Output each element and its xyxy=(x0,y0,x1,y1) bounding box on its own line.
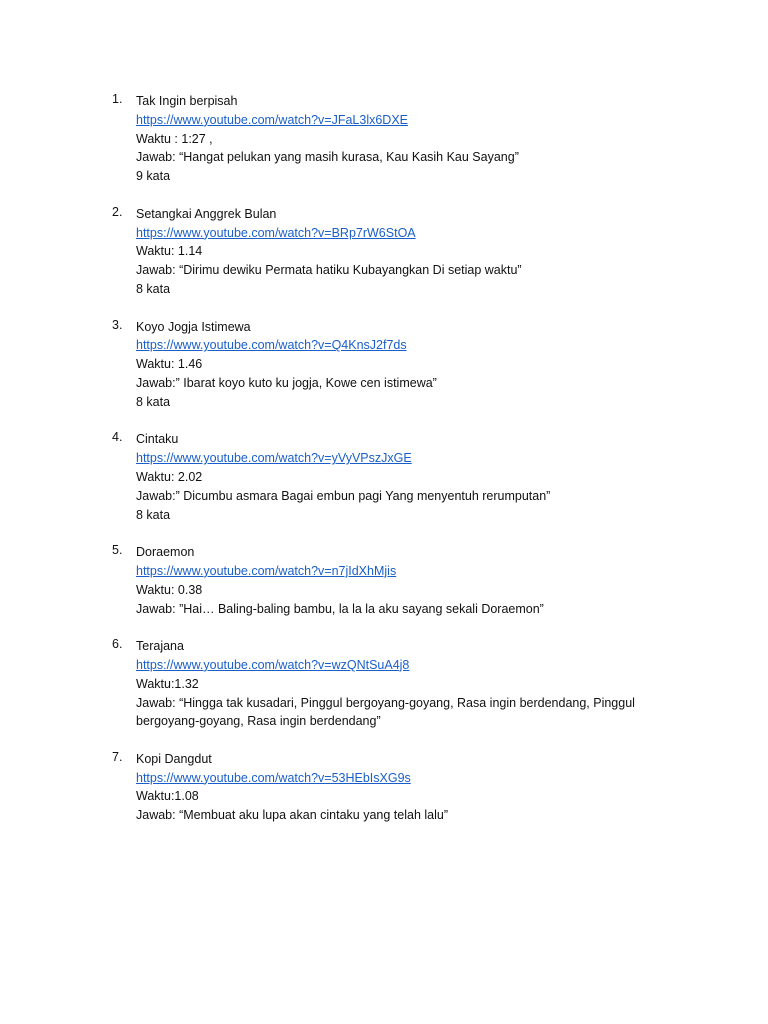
word-count: 8 kata xyxy=(136,507,171,522)
list-number: 5. xyxy=(112,543,123,558)
word-count: 8 kata xyxy=(136,394,171,409)
list-item xyxy=(0,430,768,524)
answer-text: Jawab:” Ibarat koyo kuto ku jogja, Kowe cen istimewa” xyxy=(136,375,437,390)
youtube-link[interactable]: https://www.youtube.com/watch?v=JFaL3lx6DXE xyxy=(136,112,409,127)
answer-text: Jawab: “Hangat pelukan yang masih kurasa, Kau Kasih Kau Sayang” xyxy=(136,150,519,165)
list-item xyxy=(0,637,768,731)
youtube-link[interactable]: https://www.youtube.com/watch?v=yVyVPszJxGE xyxy=(136,451,412,466)
list-number: 2. xyxy=(112,204,123,219)
duration-text: Waktu:1.32 xyxy=(136,676,199,691)
song-list xyxy=(0,92,768,844)
song-title: Doraemon xyxy=(136,545,195,560)
song-title: Kopi Dangdut xyxy=(136,751,212,766)
duration-text: Waktu : 1:27 , xyxy=(136,131,213,146)
song-title: Cintaku xyxy=(136,432,179,447)
list-item xyxy=(0,750,768,825)
song-title: Koyo Jogja Istimewa xyxy=(136,319,251,334)
list-number: 7. xyxy=(112,749,123,764)
word-count: 9 kata xyxy=(136,169,171,184)
duration-text: Waktu:1.08 xyxy=(136,789,199,804)
list-item xyxy=(0,205,768,299)
youtube-link[interactable]: https://www.youtube.com/watch?v=Q4KnsJ2f7ds xyxy=(136,338,407,353)
youtube-link[interactable]: https://www.youtube.com/watch?v=53HEbIsXG9s xyxy=(136,770,411,785)
answer-text: Jawab:” Dicumbu asmara Bagai embun pagi Yang menyentuh rerumputan” xyxy=(136,488,551,503)
duration-text: Waktu: 0.38 xyxy=(136,582,203,597)
duration-text: Waktu: 1.46 xyxy=(136,357,203,372)
youtube-link[interactable]: https://www.youtube.com/watch?v=BRp7rW6StOA xyxy=(136,225,416,240)
song-title: Terajana xyxy=(136,639,184,654)
youtube-link[interactable]: https://www.youtube.com/watch?v=wzQNtSuA4j8 xyxy=(136,657,410,672)
list-item xyxy=(0,318,768,412)
list-item xyxy=(0,543,768,618)
answer-text: Jawab: “Dirimu dewiku Permata hatiku Kubayangkan Di setiap waktu” xyxy=(136,263,522,278)
answer-text: Jawab: “Hingga tak kusadari, Pinggul bergoyang-goyang, Rasa ingin berdendang, Pinggul bergoyang-goyang, Rasa ingin berdendang” xyxy=(136,695,635,729)
duration-text: Waktu: 1.14 xyxy=(136,244,203,259)
list-item xyxy=(0,92,768,186)
answer-text: Jawab: “Membuat aku lupa akan cintaku yang telah lalu” xyxy=(136,808,448,823)
word-count: 8 kata xyxy=(136,281,171,296)
duration-text: Waktu: 2.02 xyxy=(136,469,203,484)
song-title: Setangkai Anggrek Bulan xyxy=(136,206,277,221)
song-title: Tak Ingin berpisah xyxy=(136,94,238,108)
list-number: 4. xyxy=(112,430,123,445)
list-number: 1. xyxy=(112,92,123,106)
list-number: 6. xyxy=(112,637,123,652)
youtube-link[interactable]: https://www.youtube.com/watch?v=n7jIdXhMjis xyxy=(136,563,397,578)
answer-text: Jawab: ”Hai… Baling-baling bambu, la la la aku sayang sekali Doraemon” xyxy=(136,601,544,616)
list-number: 3. xyxy=(112,317,123,332)
